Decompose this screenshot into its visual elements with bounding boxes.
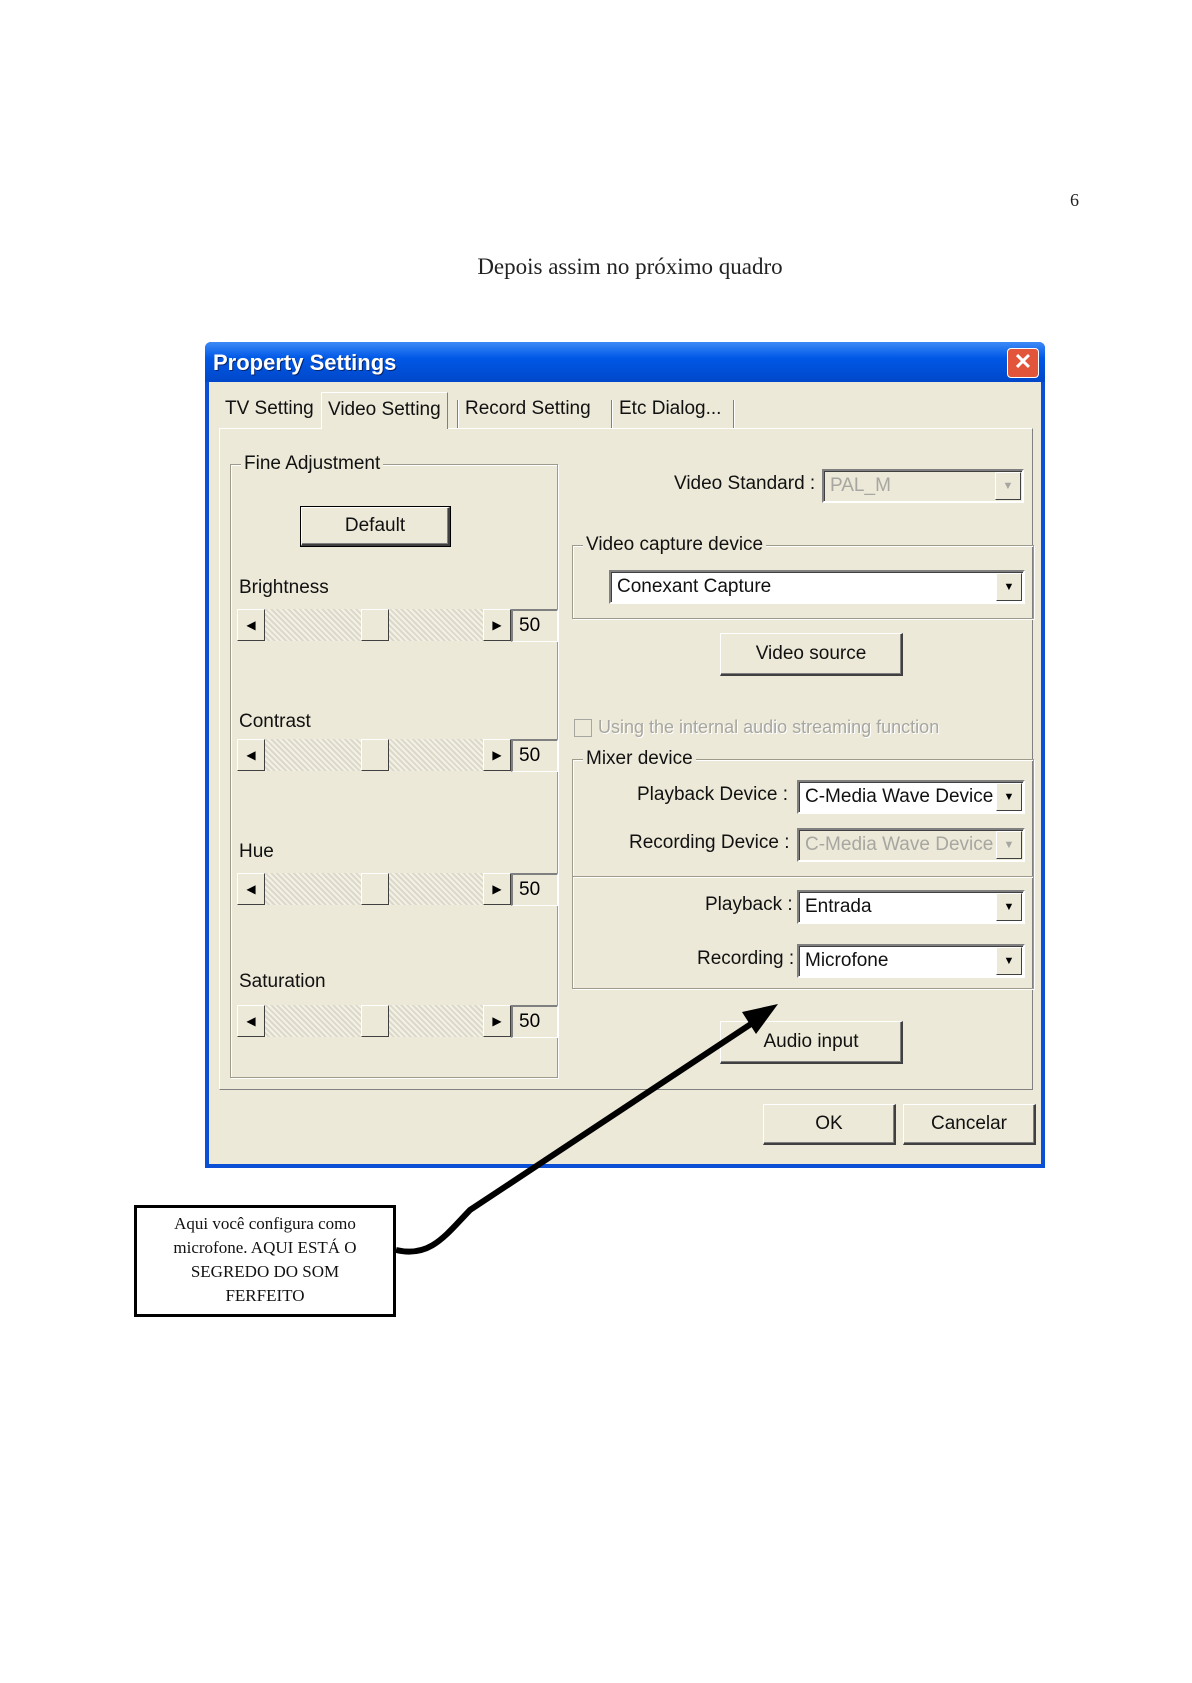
recording-device-label: Recording Device : — [629, 832, 790, 853]
page-caption: Depois assim no próximo quadro — [477, 254, 783, 279]
callout-line: Aqui você configura como — [174, 1214, 356, 1233]
tab-video-setting[interactable]: Video Setting — [321, 392, 448, 429]
playback-device-value: C-Media Wave Device — [805, 786, 994, 807]
arrow-right-icon[interactable]: ▶ — [483, 1005, 511, 1037]
arrow-right-icon[interactable]: ▶ — [483, 873, 511, 905]
saturation-value: 50 — [511, 1005, 558, 1038]
arrow-left-icon[interactable]: ◀ — [237, 1005, 265, 1037]
chevron-down-icon[interactable]: ▼ — [996, 573, 1022, 601]
cancel-button[interactable]: Cancelar — [903, 1104, 1036, 1145]
video-source-button[interactable]: Video source — [720, 633, 903, 676]
default-button[interactable]: Default — [301, 507, 450, 546]
internal-audio-label: Using the internal audio streaming function — [598, 717, 940, 737]
chevron-down-icon[interactable]: ▼ — [996, 893, 1022, 921]
audio-input-button[interactable]: Audio input — [720, 1021, 903, 1064]
dialog-title: Property Settings — [213, 350, 397, 375]
brightness-value: 50 — [511, 609, 558, 642]
hue-value: 50 — [511, 873, 558, 906]
callout-line: FERFEITO — [225, 1286, 305, 1305]
brightness-label: Brightness — [239, 577, 329, 598]
arrow-left-icon[interactable]: ◀ — [237, 739, 265, 771]
fine-adjustment-title: Fine Adjustment — [241, 453, 383, 475]
mixer-device-title: Mixer device — [583, 748, 696, 770]
chevron-down-icon[interactable]: ▼ — [996, 831, 1022, 859]
playback-label: Playback : — [705, 894, 793, 915]
playback-value: Entrada — [805, 896, 872, 917]
recording-label: Recording : — [697, 948, 795, 969]
tab-tv-setting[interactable]: TV Setting — [225, 398, 314, 419]
arrow-line — [396, 1018, 760, 1252]
callout-line: microfone. AQUI ESTÁ O — [173, 1238, 357, 1257]
callout-line: SEGREDO DO SOM — [190, 1262, 340, 1281]
video-standard-label: Video Standard : — [674, 473, 816, 494]
video-capture-value: Conexant Capture — [617, 576, 772, 597]
page-number: 6 — [1070, 190, 1079, 210]
chevron-down-icon[interactable]: ▼ — [996, 947, 1022, 975]
arrow-right-icon[interactable]: ▶ — [483, 739, 511, 771]
recording-device-value: C-Media Wave Device — [805, 834, 994, 855]
ok-button[interactable]: OK — [763, 1104, 896, 1145]
video-capture-title: Video capture device — [583, 534, 766, 556]
video-standard-value: PAL_M — [830, 475, 891, 496]
chevron-down-icon[interactable]: ▼ — [996, 783, 1022, 811]
contrast-value: 50 — [511, 739, 558, 772]
playback-device-label: Playback Device : — [637, 784, 789, 805]
recording-value: Microfone — [805, 950, 889, 971]
tab-record-setting[interactable]: Record Setting — [465, 398, 591, 419]
annotation-callout — [134, 1205, 396, 1317]
hue-label: Hue — [239, 841, 274, 862]
tab-etc-dialog[interactable]: Etc Dialog... — [619, 398, 722, 419]
arrow-left-icon[interactable]: ◀ — [237, 873, 265, 905]
saturation-label: Saturation — [239, 971, 326, 992]
arrow-right-icon[interactable]: ▶ — [483, 609, 511, 641]
close-icon: ✕ — [1013, 349, 1033, 374]
chevron-down-icon[interactable]: ▼ — [995, 472, 1021, 500]
arrow-left-icon[interactable]: ◀ — [237, 609, 265, 641]
contrast-label: Contrast — [239, 711, 311, 732]
